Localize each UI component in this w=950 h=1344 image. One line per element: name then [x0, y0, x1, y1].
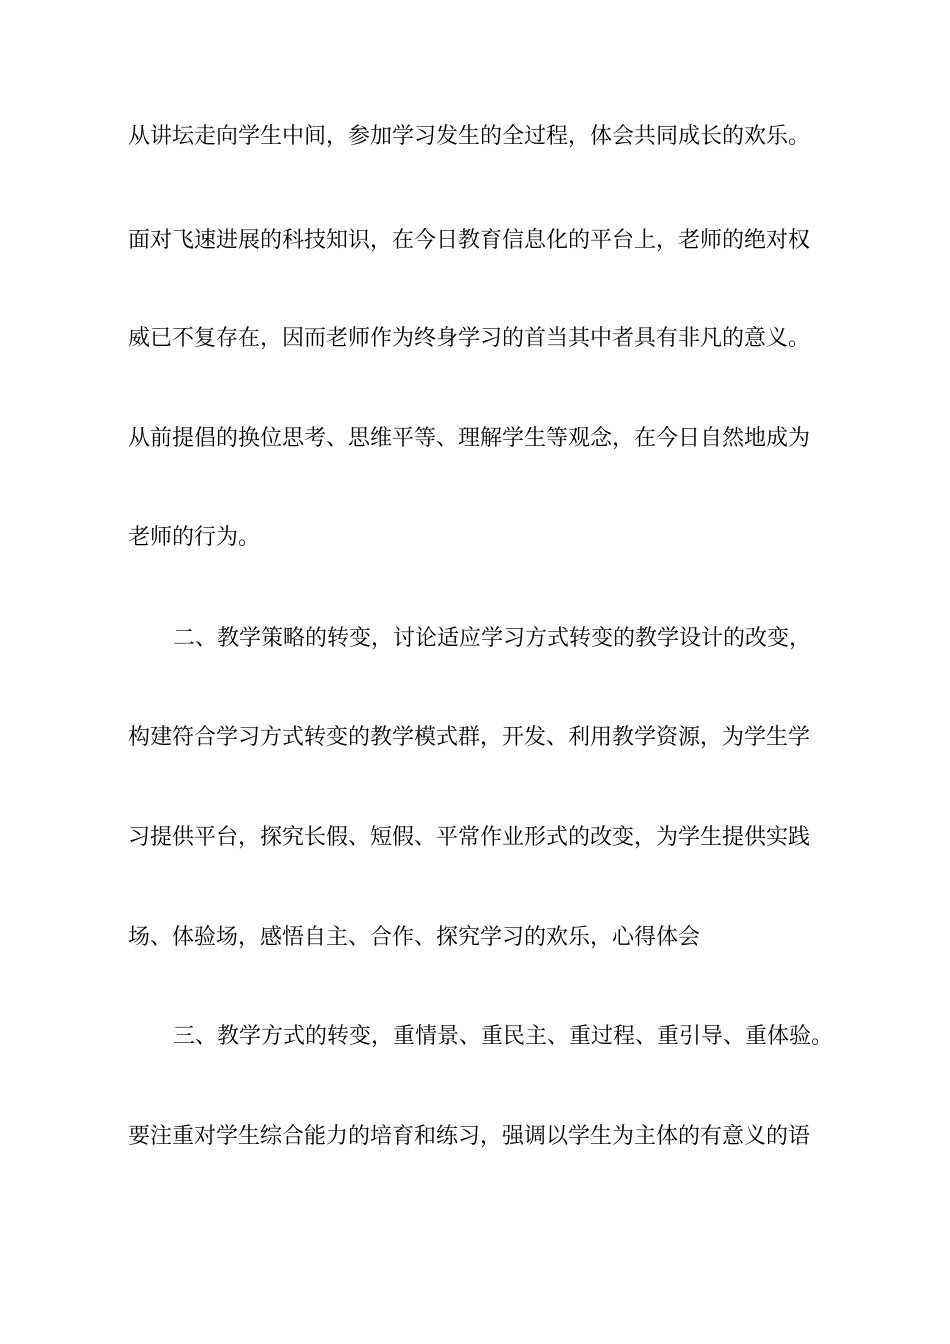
- paragraph-line: 从讲坛走向学生中间，参加学习发生的全过程，体会共同成长的欢乐。: [128, 124, 811, 149]
- paragraph-line: 老师的行为。: [128, 525, 261, 550]
- paragraph-line: 从前提倡的换位思考、思维平等、理解学生等观念，在今日自然地成为: [128, 426, 811, 451]
- paragraph-line: 构建符合学习方式转变的教学模式群，开发、利用教学资源，为学生学: [128, 725, 811, 750]
- section-heading-line: 二、教学策略的转变，讨论适应学习方式转变的教学设计的改变，: [173, 626, 812, 651]
- paragraph-line: 威已不复存在，因而老师作为终身学习的首当其中者具有非凡的意义。: [128, 326, 811, 351]
- paragraph-line: 场、体验场，感悟自主、合作、探究学习的欢乐，心得体会: [128, 925, 701, 950]
- paragraph-line: 面对飞速进展的科技知识，在今日教育信息化的平台上，老师的绝对权: [128, 228, 811, 253]
- paragraph-line: 习提供平台，探究长假、短假、平常作业形式的改变，为学生提供实践: [128, 825, 811, 850]
- paragraph-line: 要注重对学生综合能力的培育和练习，强调以学生为主体的有意义的语: [128, 1124, 811, 1149]
- section-heading-line: 三、教学方式的转变，重情景、重民主、重过程、重引导、重体验。: [173, 1024, 834, 1049]
